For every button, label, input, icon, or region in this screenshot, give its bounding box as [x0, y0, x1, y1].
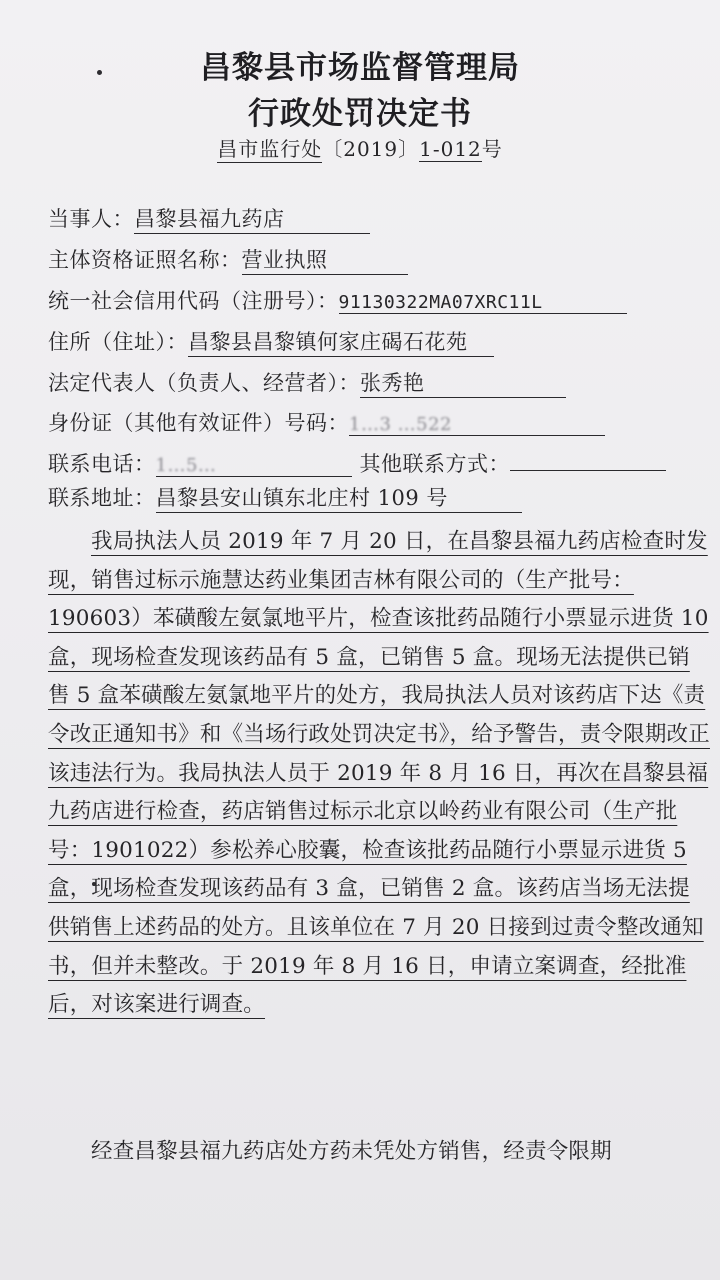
field-value: 营业执照	[242, 244, 408, 275]
doc-number-prefix: 昌市监行处	[217, 133, 322, 163]
doc-number-suffix: 号	[481, 137, 503, 161]
document-type-title: 行政处罚决定书	[248, 96, 472, 132]
field-address	[48, 326, 494, 357]
document-number	[0, 133, 720, 163]
redacted-id: 1…3 …522	[349, 414, 452, 435]
findings-paragraph	[48, 1133, 710, 1172]
field-label: 统一社会信用代码（注册号）：	[48, 289, 339, 313]
field-credit-code	[48, 285, 627, 315]
field-party	[48, 203, 370, 234]
field-value: 91130322MA07XRC11L	[339, 292, 627, 314]
field-id-number	[48, 407, 605, 437]
paragraph-text: 我局执法人员 2019 年 7 月 20 日，在昌黎县福九药店检查时发现，销售过标示施慧达药业集团吉林有限公司的（生产批号：190603）苯磺酸左氨氯地平片，检查该批药品随行小票显示进货 10 盒，现场检查发现该药品有 5 盒，已销售 5 盒。现场无法提供已销售 5 盒苯磺酸左氨氯地平片的处方，我局执法人员对该药店下达《责令改正通知书》和《当场行政处罚决定书》，给予警告，责令限期改正该违法行为。我局执法人员于 2019 年 8 月 16 日，再次在昌黎县福九药店进行检查，药店销售过标示北京以岭药业有限公司（生产批号：1901022）参松养心胶囊，检查该批药品随行小票显示进货 5 盒，现场检查发现该药品有 3 盒，已销售 2 盒。该药店当场无法提供销售上述药品的处方。且该单位在 7 月 20 日接到过责令整改通知书，但并未整改。于 2019 年 8 月 16 日，申请立案调查，经批准后，对该案进行调查。	[48, 529, 710, 1018]
field-label: 主体资格证照名称：	[48, 248, 242, 272]
field-label: 当事人：	[48, 207, 134, 231]
field-label: 联系地址：	[48, 486, 156, 510]
field-value: 张秀艳	[360, 367, 566, 398]
field-value: 昌黎县福九药店	[134, 203, 370, 234]
field-label: 身份证（其他有效证件）号码：	[48, 411, 349, 435]
field-legal-representative	[48, 367, 566, 398]
field-label: 法定代表人（负责人、经营者）：	[48, 371, 360, 395]
field-label: 住所（住址）：	[48, 330, 188, 354]
field-license-name	[48, 244, 408, 275]
field-value	[510, 470, 666, 471]
field-label: 联系电话：	[48, 452, 156, 476]
doc-number-value: 1-012	[419, 137, 482, 161]
facts-paragraph	[48, 523, 710, 1025]
field-value: 昌黎县安山镇东北庄村 109 号	[156, 482, 522, 513]
paragraph-text: 经查昌黎县福九药店处方药未凭处方销售，经责令限期	[91, 1139, 612, 1164]
field-value	[349, 411, 605, 436]
field-phone	[48, 448, 666, 478]
field-value	[156, 452, 352, 477]
redacted-phone: 1…5…	[155, 455, 217, 476]
field-label: 其他联系方式：	[359, 452, 510, 476]
agency-title: 昌黎县市场监督管理局	[200, 50, 520, 86]
field-contact-address	[48, 482, 522, 513]
field-value: 昌黎县昌黎镇何家庄碣石花苑	[188, 326, 494, 357]
doc-number-year: 〔2019〕	[322, 137, 420, 161]
